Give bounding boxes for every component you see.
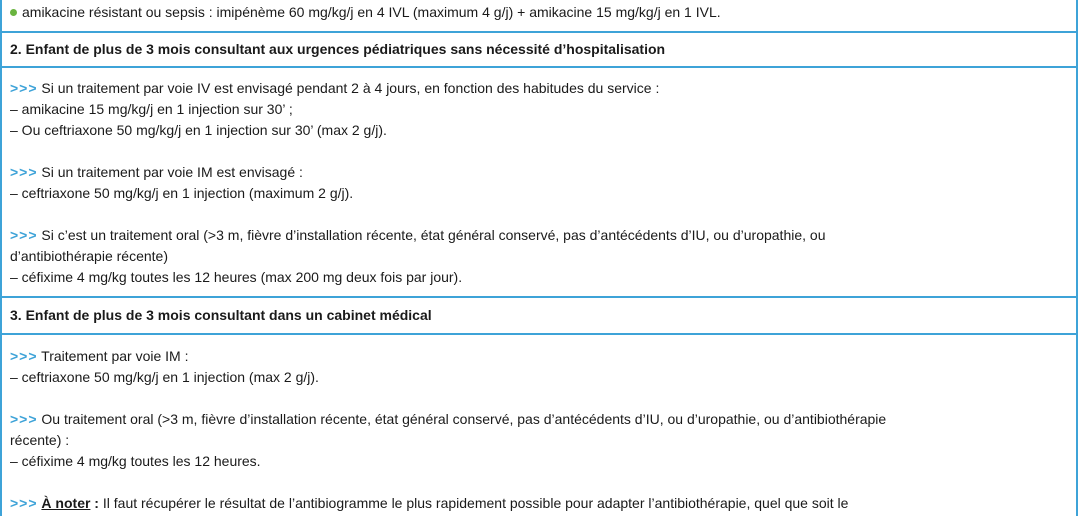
oral-lead-text: Ou traitement oral (>3 m, fièvre d’installation récente, état général conservé, pas d’antécédents d’IU, ou d’uropathie, ou d’antibiothérapie — [37, 411, 887, 427]
section-2-header — [10, 39, 1066, 60]
im-lead-text: Si un traitement par voie IM est envisagé : — [37, 164, 303, 180]
intro-row — [10, 2, 1066, 23]
oral-lead-text: Si c’est un traitement oral (>3 m, fièvre d’installation récente, état général conservé, pas d’antécédents d’IU, ou d’uropathie, ou — [37, 227, 826, 243]
arrow-marker-icon: >>> — [10, 164, 38, 180]
arrow-marker-icon: >>> — [10, 495, 38, 511]
iv-paragraph-lead — [10, 78, 1066, 99]
section-3-body — [10, 346, 1066, 514]
spacer — [10, 472, 1066, 493]
im-item-1: – ceftriaxone 50 mg/kg/j en 1 injection (maximum 2 g/j). — [10, 185, 354, 201]
note-label: À noter — [41, 495, 91, 511]
spacer — [10, 141, 1066, 162]
note-text: Il faut récupérer le résultat de l’antibiogramme le plus rapidement possible pour adapter l’antibiothérapie, quel que soit le — [98, 495, 849, 511]
green-bullet-icon — [10, 9, 17, 16]
section-2-title: 2. Enfant de plus de 3 mois consultant aux urgences pédiatriques sans nécessité d’hospitalisation — [10, 41, 666, 57]
table-divider — [0, 296, 1078, 298]
iv-item-2: – Ou ceftriaxone 50 mg/kg/j en 1 injection sur 30’ (max 2 g/j). — [10, 122, 387, 138]
note-colon: : — [90, 495, 99, 511]
arrow-marker-icon: >>> — [10, 348, 38, 364]
spacer — [10, 204, 1066, 225]
spacer — [10, 388, 1066, 409]
section-3-title: 3. Enfant de plus de 3 mois consultant dans un cabinet médical — [10, 307, 432, 323]
im-paragraph-lead — [10, 346, 1066, 367]
oral-item-1: – céfixime 4 mg/kg toutes les 12 heures (max 200 mg deux fois par jour). — [10, 269, 463, 285]
iv-lead-text: Si un traitement par voie IV est envisagé pendant 2 à 4 jours, en fonction des habitudes du service : — [37, 80, 660, 96]
intro-line — [10, 2, 1066, 23]
im-item-1: – ceftriaxone 50 mg/kg/j en 1 injection (max 2 g/j). — [10, 369, 319, 385]
im-lead-text: Traitement par voie IM : — [37, 348, 189, 364]
arrow-marker-icon: >>> — [10, 411, 38, 427]
note-paragraph — [10, 493, 1066, 514]
arrow-marker-icon: >>> — [10, 80, 38, 96]
table-divider — [0, 66, 1078, 68]
im-paragraph-lead — [10, 162, 1066, 183]
oral-paragraph-lead — [10, 409, 1066, 430]
intro-text: amikacine résistant ou sepsis : imipénème 60 mg/kg/j en 4 IVL (maximum 4 g/j) + amikacine 15 mg/kg/j en 1 IVL. — [22, 4, 721, 20]
table-divider — [0, 333, 1078, 335]
section-2-body — [10, 78, 1066, 288]
oral-lead-continuation: d’antibiothérapie récente) — [10, 248, 168, 264]
oral-lead-continuation: récente) : — [10, 432, 70, 448]
oral-item-1: – céfixime 4 mg/kg toutes les 12 heures. — [10, 453, 261, 469]
table-divider — [0, 31, 1078, 33]
arrow-marker-icon: >>> — [10, 227, 38, 243]
oral-paragraph-lead — [10, 225, 1066, 246]
section-3-header — [10, 305, 1066, 326]
iv-item-1: – amikacine 15 mg/kg/j en 1 injection sur 30’ ; — [10, 101, 293, 117]
